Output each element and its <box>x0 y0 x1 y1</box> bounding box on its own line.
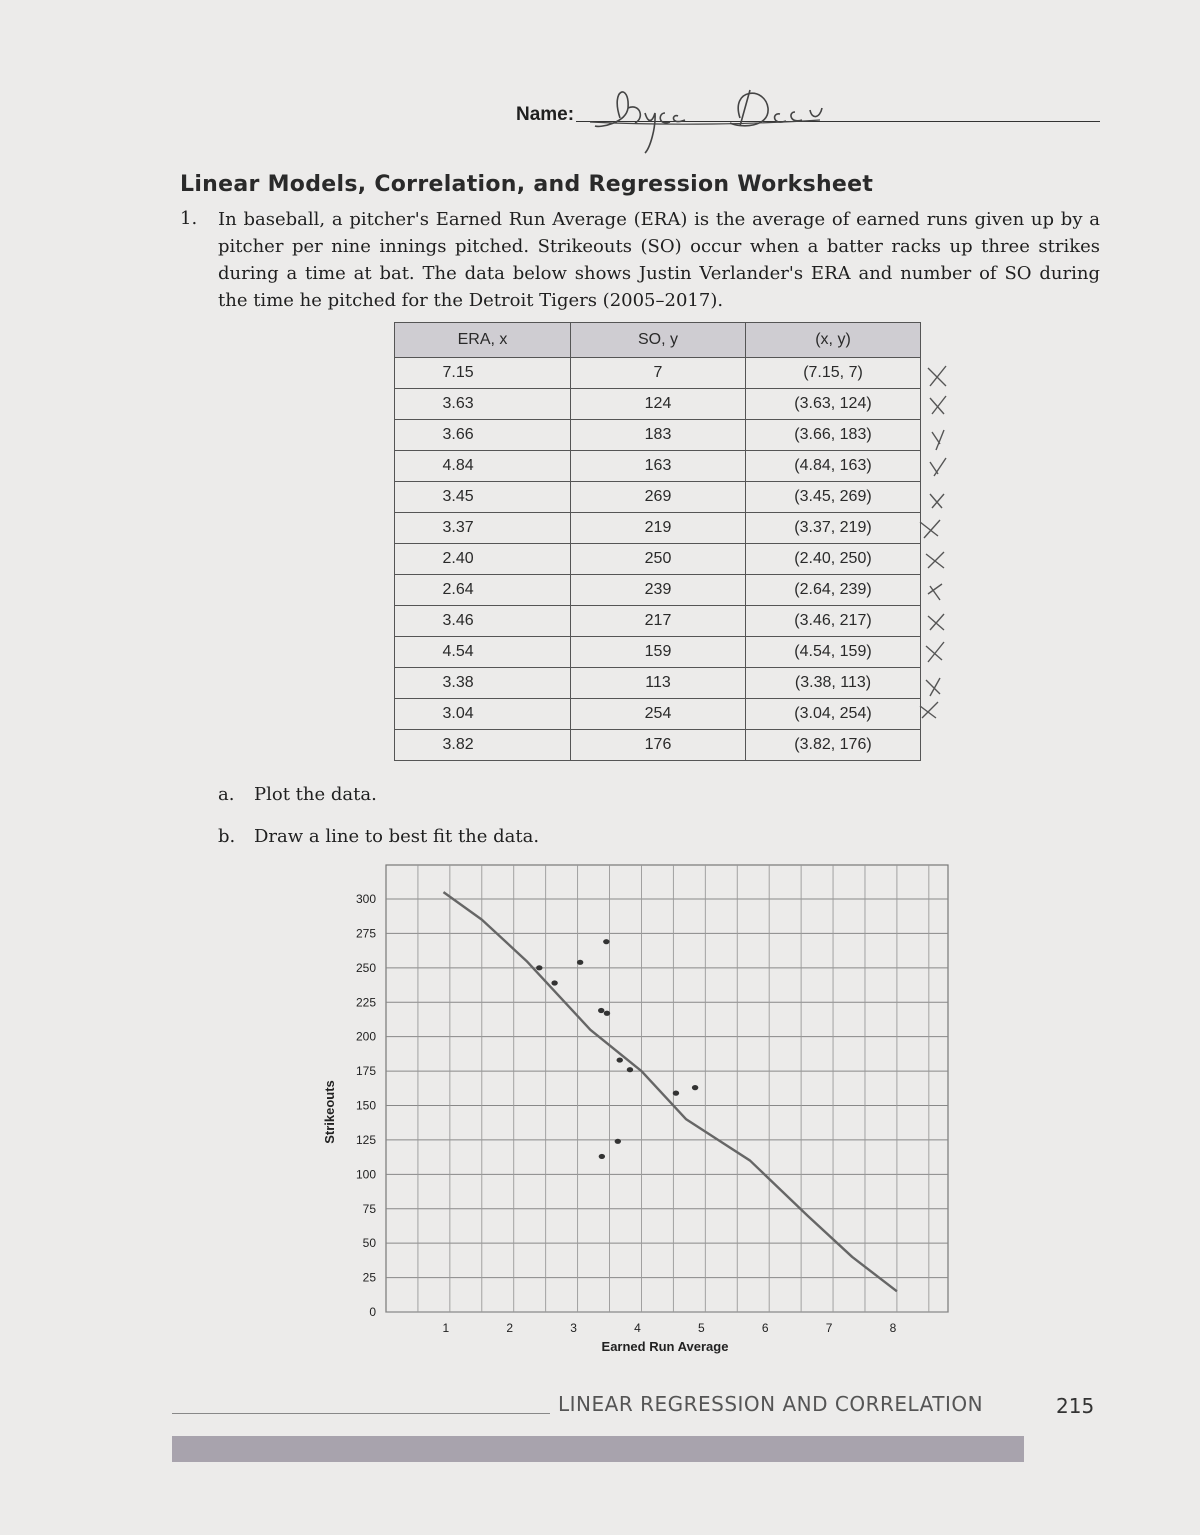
y-tick-label: 300 <box>355 892 376 906</box>
xy-cell: (2.40, 250) <box>746 544 921 575</box>
so-cell: 159 <box>571 637 746 668</box>
x-axis-label: Earned Run Average <box>601 1339 729 1354</box>
so-cell: 163 <box>571 451 746 482</box>
x-tick-label: 8 <box>889 1321 897 1335</box>
scatter-chart <box>300 855 980 1365</box>
y-tick-label: 25 <box>362 1270 376 1285</box>
table-row <box>395 513 921 544</box>
so-cell: 250 <box>571 544 746 575</box>
xy-cell: (3.37, 219) <box>746 513 921 544</box>
xy-cell: (7.15, 7) <box>746 358 921 389</box>
era-cell: 7.15 <box>442 364 474 381</box>
table-row <box>395 668 921 699</box>
era-cell: 4.84 <box>442 457 474 474</box>
so-cell: 219 <box>571 513 746 544</box>
header-so: SO, y <box>571 323 746 358</box>
part-b <box>218 826 539 847</box>
xy-cell: (4.84, 163) <box>746 451 921 482</box>
xy-cell: (3.63, 124) <box>746 389 921 420</box>
question-number: 1. <box>180 208 198 229</box>
era-cell: 3.04 <box>442 705 474 722</box>
best-fit-line <box>443 892 896 1291</box>
table-row <box>395 606 921 637</box>
worksheet-title: Linear Models, Correlation, and Regression Worksheet <box>180 172 874 197</box>
page-number: 215 <box>1056 1394 1095 1418</box>
header-era: ERA, x <box>395 323 571 358</box>
data-point <box>577 960 583 965</box>
data-point <box>551 980 557 985</box>
table-row <box>395 730 921 761</box>
data-point <box>598 1008 604 1013</box>
data-point <box>604 1011 610 1016</box>
data-point <box>615 1139 621 1144</box>
so-cell: 183 <box>571 420 746 451</box>
era-cell: 2.40 <box>442 550 474 567</box>
name-signature <box>590 78 850 158</box>
table-row <box>395 575 921 606</box>
xy-cell: (3.66, 183) <box>746 420 921 451</box>
era-cell: 3.45 <box>442 488 474 505</box>
xy-cell: (3.38, 113) <box>746 668 921 699</box>
data-point <box>692 1085 698 1090</box>
y-tick-label: 225 <box>355 995 376 1010</box>
so-cell: 124 <box>571 389 746 420</box>
table-row <box>395 389 921 420</box>
part-a-text: Plot the data. <box>254 784 377 805</box>
y-tick-label: 200 <box>355 1029 376 1044</box>
x-tick-label: 7 <box>825 1321 833 1335</box>
handwritten-check-marks <box>918 360 958 720</box>
era-cell: 3.46 <box>442 612 474 629</box>
data-point <box>603 939 609 944</box>
plot-frame <box>386 865 948 1312</box>
table-header-row <box>395 323 921 358</box>
era-cell: 3.63 <box>442 395 474 412</box>
table-row <box>395 482 921 513</box>
y-tick-label: 125 <box>355 1132 376 1147</box>
x-axis-ticks <box>443 1321 897 1335</box>
data-point <box>627 1067 633 1072</box>
table-row <box>395 699 921 730</box>
footer-rule <box>172 1413 550 1414</box>
xy-cell: (3.04, 254) <box>746 699 921 730</box>
data-point <box>599 1154 605 1159</box>
y-axis-ticks <box>356 892 376 1319</box>
data-points <box>536 939 698 1159</box>
data-point <box>536 965 542 970</box>
y-axis-label: Strikeouts <box>322 1080 337 1144</box>
x-tick-label: 3 <box>570 1321 577 1335</box>
y-tick-label: 275 <box>355 926 376 941</box>
part-a-label: a. <box>218 784 235 805</box>
table-row <box>395 451 921 482</box>
xy-cell: (4.54, 159) <box>746 637 921 668</box>
era-cell: 3.38 <box>442 674 474 691</box>
era-cell: 2.64 <box>442 581 474 598</box>
y-tick-label: 75 <box>362 1201 376 1216</box>
part-b-label: b. <box>218 826 236 847</box>
era-cell: 3.82 <box>442 736 474 753</box>
x-tick-label: 1 <box>442 1321 450 1335</box>
so-cell: 7 <box>571 358 746 389</box>
table-row <box>395 637 921 668</box>
table-row <box>395 420 921 451</box>
y-tick-label: 100 <box>355 1167 376 1182</box>
data-point <box>617 1057 623 1062</box>
chart-grid <box>386 865 948 1312</box>
so-cell: 239 <box>571 575 746 606</box>
part-a <box>218 784 377 805</box>
so-cell: 113 <box>571 668 746 699</box>
y-tick-label: 50 <box>362 1236 376 1251</box>
era-cell: 4.54 <box>442 643 474 660</box>
header-xy: (x, y) <box>746 323 921 358</box>
xy-cell: (2.64, 239) <box>746 575 921 606</box>
footer-bar <box>172 1436 1024 1462</box>
question-text: In baseball, a pitcher's Earned Run Average (ERA) is the average of earned runs given up by a pitcher per nine innings pitched. Strikeouts (SO) occur when a batter racks up three strikes during a time at bat. The data below shows Justin Verlander's ERA and number of SO during the time he pitched for the Detroit Tigers (2005–2017). <box>218 209 1100 311</box>
so-cell: 269 <box>571 482 746 513</box>
table-row <box>395 544 921 575</box>
xy-cell: (3.46, 217) <box>746 606 921 637</box>
xy-cell: (3.82, 176) <box>746 730 921 761</box>
part-b-text: Draw a line to best fit the data. <box>254 826 540 847</box>
era-cell: 3.37 <box>442 519 474 536</box>
x-tick-label: 2 <box>506 1321 514 1335</box>
y-tick-label: 250 <box>355 960 376 975</box>
so-cell: 254 <box>571 699 746 730</box>
y-tick-label: 175 <box>355 1064 376 1079</box>
era-cell: 3.66 <box>442 426 474 443</box>
footer-section-title: LINEAR REGRESSION AND CORRELATION <box>558 1392 984 1416</box>
y-tick-label: 0 <box>369 1305 376 1319</box>
x-tick-label: 5 <box>697 1321 705 1335</box>
data-table <box>394 322 921 761</box>
name-label: Name: <box>516 104 575 125</box>
x-tick-label: 6 <box>761 1321 769 1335</box>
xy-cell: (3.45, 269) <box>746 482 921 513</box>
table-row <box>395 358 921 389</box>
y-tick-label: 150 <box>355 1098 376 1113</box>
so-cell: 176 <box>571 730 746 761</box>
x-tick-label: 4 <box>634 1321 641 1335</box>
data-point <box>673 1091 679 1096</box>
so-cell: 217 <box>571 606 746 637</box>
